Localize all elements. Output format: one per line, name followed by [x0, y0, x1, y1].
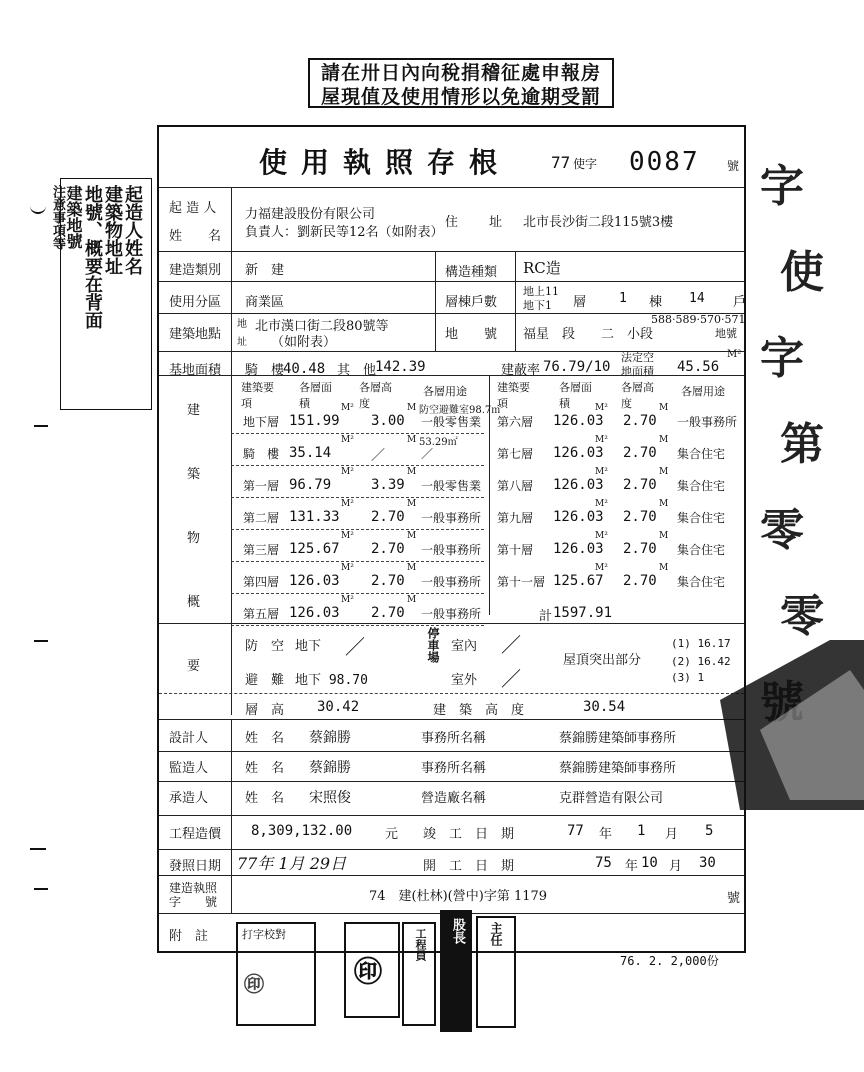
- floors-ceng: 層: [573, 295, 587, 310]
- shelter-bi: 避: [245, 673, 259, 688]
- floor-use: ／: [421, 447, 434, 461]
- floor-area: 126.03: [553, 413, 604, 429]
- cost-unit: 元: [385, 827, 399, 842]
- floor-name: 第三層: [243, 543, 280, 557]
- floor-note: 53.29㎡: [419, 437, 458, 448]
- side-col-4: 建築地號: [64, 185, 83, 249]
- category-value: 新 建: [245, 263, 285, 278]
- floor-name: 騎 樓: [243, 447, 280, 461]
- person-name-label: 姓 名: [245, 791, 285, 806]
- form-number: 0087: [629, 147, 700, 177]
- unit-m: M: [407, 467, 417, 477]
- unit-m: M: [659, 467, 669, 477]
- qilou-label: 騎 樓: [245, 363, 285, 378]
- margin-char: 零: [780, 591, 824, 642]
- legal-value: 45.56: [677, 359, 720, 375]
- other-label: 其 他: [337, 363, 377, 378]
- location-value: 北市漢口街二段80號等: [255, 319, 389, 334]
- struct-value: RC造: [523, 259, 561, 277]
- person-office: 克群營造有限公司: [559, 791, 664, 806]
- floor-use: 一般事務所: [421, 511, 482, 525]
- floor-area: 125.67: [289, 541, 340, 557]
- legal-label-1: 法定空: [621, 351, 654, 364]
- floor-name: 第二層: [243, 511, 280, 525]
- bh-label: 建 築 高 度: [433, 703, 525, 718]
- owner-company: 力福建設股份有限公司: [245, 207, 376, 222]
- floor-name: 第十一層: [497, 575, 546, 589]
- finish-day: 5: [705, 823, 714, 839]
- hdr-area-left: 各層面積: [299, 381, 332, 410]
- proofread-seal-icon: ㊞: [244, 972, 264, 996]
- floor-use: 一般事務所: [421, 543, 482, 557]
- unit-m2: M²: [341, 499, 354, 509]
- permit-value: 74 建(杜林)(營中)字第 1179: [369, 889, 548, 904]
- floor-area: 126.03: [289, 573, 340, 589]
- punch-mark-icon: [30, 848, 46, 850]
- margin-char: 使: [780, 247, 824, 298]
- stamp-chief: [440, 910, 472, 1032]
- finish-y-unit: 年: [599, 827, 613, 842]
- bh-value: 30.54: [583, 699, 626, 715]
- unit-m: M: [407, 531, 417, 541]
- location-attach: （如附表）: [271, 335, 337, 350]
- floor-area: 151.99: [289, 413, 340, 429]
- category-label: 建造類別: [169, 263, 222, 278]
- unit-m2: M²: [595, 531, 608, 541]
- unit-m: M: [407, 499, 417, 509]
- start-label: 開 工 日 期: [423, 859, 515, 874]
- person-office-label: 事務所名稱: [421, 761, 487, 776]
- margin-char: 字: [760, 333, 804, 384]
- unit-m2: M²: [595, 403, 608, 413]
- person-name: 蔡錦勝: [309, 730, 351, 746]
- person-name: 宋照俊: [309, 790, 351, 806]
- person-office: 蔡錦勝建築師事務所: [559, 761, 677, 776]
- floor-name: 地下層: [243, 415, 280, 429]
- floor-area: 126.03: [289, 605, 340, 621]
- form-year: 77: [551, 153, 571, 172]
- floor-use: 集合住宅: [677, 511, 726, 525]
- roof-3: (3) 1: [671, 671, 705, 684]
- start-m-unit: 月: [669, 859, 683, 874]
- roof-1: (1) 16.17: [671, 637, 731, 650]
- stamp-director-label: 主任: [489, 922, 503, 946]
- floor-name: 第一層: [243, 479, 280, 493]
- start-y-unit: 年: [625, 859, 639, 874]
- floor-use: 一般零售業: [421, 479, 482, 493]
- unit-m2: M²: [595, 467, 608, 477]
- ratio-label: 建蔽率: [501, 363, 541, 378]
- unit-m: M: [659, 531, 669, 541]
- floor-area: 126.03: [553, 541, 604, 557]
- floor-height: ／: [371, 448, 385, 464]
- owner-address: 北市長沙街二段115號3樓: [523, 215, 674, 230]
- location-zhi: 址: [237, 337, 247, 348]
- hu-unit: 戶: [733, 295, 747, 310]
- unit-m: M: [659, 563, 669, 573]
- area-label: 基地面積: [169, 363, 222, 378]
- unit-m2: M²: [595, 435, 608, 445]
- owner-addr-label-1: 住: [445, 215, 459, 230]
- issue-value: 77年 1月 29日: [237, 854, 347, 873]
- pool-label: 停車場: [426, 627, 440, 663]
- floor-height: 2.70: [623, 541, 657, 557]
- dong-count: 1: [619, 291, 627, 306]
- form-title: 使用執照存根: [259, 146, 512, 179]
- floor-name: 第五層: [243, 607, 280, 621]
- shelter-nan: 難: [271, 673, 285, 688]
- floor-use: 一般事務所: [421, 607, 482, 621]
- lot-numbers: 588·589·570·571: [651, 313, 746, 326]
- side-col-3: 地號、概要在背面: [82, 185, 103, 329]
- stamp-director: [476, 916, 516, 1028]
- hdr-height-left: 各層高度: [359, 381, 392, 410]
- roof-label: 屋頂突出部分: [563, 653, 642, 668]
- floor-height: 2.70: [371, 541, 405, 557]
- unit-m2: M²: [341, 403, 354, 413]
- stamp-signature: [344, 922, 400, 1018]
- floors-above: 地上11: [523, 285, 559, 298]
- section-side-label: 概: [187, 595, 201, 610]
- floor-height: 2.70: [371, 509, 405, 525]
- unit-m: M: [407, 595, 417, 605]
- unit-m2: M²: [595, 499, 608, 509]
- finish-month: 1: [637, 823, 646, 839]
- shelter-dixia: 地下: [295, 639, 322, 654]
- floor-use: 集合住宅: [677, 447, 726, 461]
- unit-m: M: [659, 499, 669, 509]
- owner-label-2: 姓 名: [169, 229, 222, 244]
- notice-line-1: 請在卅日內向稅捐稽征處申報房: [320, 62, 601, 84]
- section-side-label: 物: [187, 531, 201, 546]
- floor-area: 126.03: [553, 445, 604, 461]
- floor-use: 集合住宅: [677, 575, 726, 589]
- lot-value: 福星 段 二 小段: [523, 327, 654, 342]
- section-side-label: 要: [187, 659, 201, 674]
- pool-indoor-slash: ／: [501, 633, 521, 657]
- qilou-value: 40.48: [283, 361, 326, 377]
- hdr-name-left: 建築要項: [241, 381, 274, 410]
- cost-label: 工程造價: [169, 827, 222, 842]
- floor-name: 第八層: [497, 479, 534, 493]
- pool-outdoor-slash: ／: [501, 667, 521, 691]
- floor-name: 第九層: [497, 511, 534, 525]
- other-value: 142.39: [375, 359, 426, 375]
- person-office-label: 營造廠名稱: [421, 791, 487, 806]
- print-info: 76. 2. 2,000份: [620, 954, 719, 968]
- zone-value: 商業區: [245, 295, 285, 310]
- location-di: 地: [237, 319, 247, 330]
- unit-m2: M²: [341, 563, 354, 573]
- person-office: 蔡錦勝建築師事務所: [559, 731, 677, 746]
- unit-m2: M²: [341, 467, 354, 477]
- section-side-label: 建: [187, 403, 201, 418]
- unit-m: M: [659, 435, 669, 445]
- signature-seal-icon: ㊞: [354, 955, 383, 988]
- punch-mark-icon: [30, 200, 46, 214]
- punch-mark-icon: [34, 640, 48, 642]
- floor-area: 131.33: [289, 509, 340, 525]
- permit-suffix: 號: [727, 891, 741, 906]
- unit-m2: M²: [595, 563, 608, 573]
- floor-name: 第六層: [497, 415, 534, 429]
- person-role: 設計人: [169, 731, 209, 746]
- floor-use: 集合住宅: [677, 479, 726, 493]
- height-label: 層 高: [245, 703, 285, 718]
- floors-below: 地下1: [523, 299, 552, 312]
- start-month: 10: [641, 855, 658, 871]
- stamp-engineer: [402, 922, 436, 1026]
- floor-height: 2.70: [623, 477, 657, 493]
- unit-m2: M²: [341, 531, 354, 541]
- floors-label: 層棟戶數: [445, 295, 498, 310]
- total-value: 1597.91: [553, 605, 613, 621]
- floor-area: 125.67: [553, 573, 604, 589]
- pool-indoor: 室內: [451, 639, 478, 654]
- owner-addr-label-2: 址: [489, 215, 503, 230]
- unit-m2: M²: [341, 595, 354, 605]
- stamp-proofread-label: 打字校對: [242, 928, 286, 941]
- floor-height: 2.70: [371, 605, 405, 621]
- floor-height: 2.70: [623, 445, 657, 461]
- finish-year: 77: [567, 823, 584, 839]
- margin-char: 第: [780, 419, 824, 470]
- zone-label: 使用分區: [169, 295, 222, 310]
- lot-suffix: 地號: [715, 327, 737, 340]
- unit-m: M: [407, 563, 417, 573]
- floor-height: 2.70: [371, 573, 405, 589]
- floor-height: 3.39: [371, 477, 405, 493]
- floor-area: 126.03: [553, 509, 604, 525]
- cost-value: 8,309,132.00: [251, 823, 353, 839]
- unit-m2: M²: [341, 435, 354, 445]
- floor-area: 126.03: [553, 477, 604, 493]
- floor-use: 一般事務所: [421, 575, 482, 589]
- floor-height: 2.70: [623, 413, 657, 429]
- shelter-bi-value: 地下 98.70: [295, 673, 368, 688]
- person-role: 監造人: [169, 761, 209, 776]
- punch-mark-icon: [34, 425, 48, 427]
- diagonal-seal-icon: [700, 640, 864, 810]
- person-office-label: 事務所名稱: [421, 731, 487, 746]
- punch-mark-icon: [34, 888, 48, 890]
- struct-label: 構造種類: [445, 265, 498, 280]
- total-label: 計: [539, 609, 553, 624]
- floor-note: 防空避難室98.7㎡: [419, 405, 502, 416]
- diagonal-seal: [700, 640, 864, 810]
- floor-use: 一般零售業: [421, 415, 482, 429]
- floor-area: 96.79: [289, 477, 332, 493]
- notice-line-2: 屋現值及使用情形以免逾期受罰: [320, 86, 601, 108]
- floor-use: 集合住宅: [677, 543, 726, 557]
- unit-m: M: [407, 403, 417, 413]
- lot-label: 地 號: [445, 327, 498, 342]
- side-remarks-box: [50, 178, 152, 410]
- hdr-use-left: 各層用途: [423, 385, 467, 398]
- hdr-area-right: 各層面積: [559, 381, 592, 410]
- shelter-slash: ／: [345, 635, 365, 659]
- issue-label: 發照日期: [169, 859, 222, 874]
- floor-name: 第四層: [243, 575, 280, 589]
- hdr-use-right: 各層用途: [681, 385, 725, 398]
- permit-label-1: 建造執照: [169, 881, 218, 895]
- finish-m-unit: 月: [665, 827, 679, 842]
- owner-rep: 負責人：劉新民等12名（如附表）: [245, 225, 444, 240]
- height-value: 30.42: [317, 699, 360, 715]
- floor-height: 2.70: [623, 509, 657, 525]
- floor-use: 一般事務所: [677, 415, 738, 429]
- permit-form: [157, 125, 746, 953]
- person-role: 承造人: [169, 791, 209, 806]
- notice-stamp: [308, 58, 614, 108]
- area-unit: M²: [727, 349, 742, 360]
- floor-name: 第七層: [497, 447, 534, 461]
- hdr-name-right: 建築要項: [497, 381, 530, 410]
- pool-outdoor: 室外: [451, 673, 478, 688]
- owner-label-1: 起 造 人: [169, 201, 217, 216]
- stamp-engineer-label: 工程員: [414, 928, 427, 961]
- legal-label-2: 地面積: [621, 365, 654, 378]
- remark-label: 附 註: [169, 929, 209, 944]
- stamp-chief-label: 股長: [450, 918, 465, 944]
- shelter-kong: 空: [271, 639, 285, 654]
- shelter-fang: 防: [245, 639, 259, 654]
- location-label: 建築地點: [169, 327, 222, 342]
- floor-area: 35.14: [289, 445, 332, 461]
- finish-label: 竣 工 日 期: [423, 827, 515, 842]
- margin-char: 字: [760, 161, 804, 212]
- floor-height: 3.00: [371, 413, 405, 429]
- floor-height: 2.70: [623, 573, 657, 589]
- section-side-label: 築: [187, 467, 201, 482]
- side-col-2: 建築物地址: [102, 185, 123, 275]
- person-name: 蔡錦勝: [309, 760, 351, 776]
- roof-2: (2) 16.42: [671, 655, 731, 668]
- start-day: 30: [699, 855, 716, 871]
- unit-m: M: [659, 403, 669, 413]
- form-word: 使字: [573, 157, 598, 171]
- unit-m: M: [407, 435, 417, 445]
- person-name-label: 姓 名: [245, 731, 285, 746]
- hu-count: 14: [689, 291, 705, 306]
- start-year: 75: [595, 855, 612, 871]
- hdr-height-right: 各層高度: [621, 381, 654, 410]
- form-number-suffix: 號: [727, 159, 740, 173]
- dong-unit: 棟: [649, 295, 663, 310]
- side-col-1: 起造人姓名: [122, 185, 143, 275]
- ratio-value: 76.79/10: [543, 359, 611, 375]
- stamp-proofread: [236, 922, 316, 1026]
- margin-char: 零: [760, 505, 804, 556]
- side-col-5: 注意事項等: [50, 185, 65, 250]
- person-name-label: 姓 名: [245, 761, 285, 776]
- permit-label-2: 字 號: [169, 895, 218, 909]
- floor-name: 第十層: [497, 543, 534, 557]
